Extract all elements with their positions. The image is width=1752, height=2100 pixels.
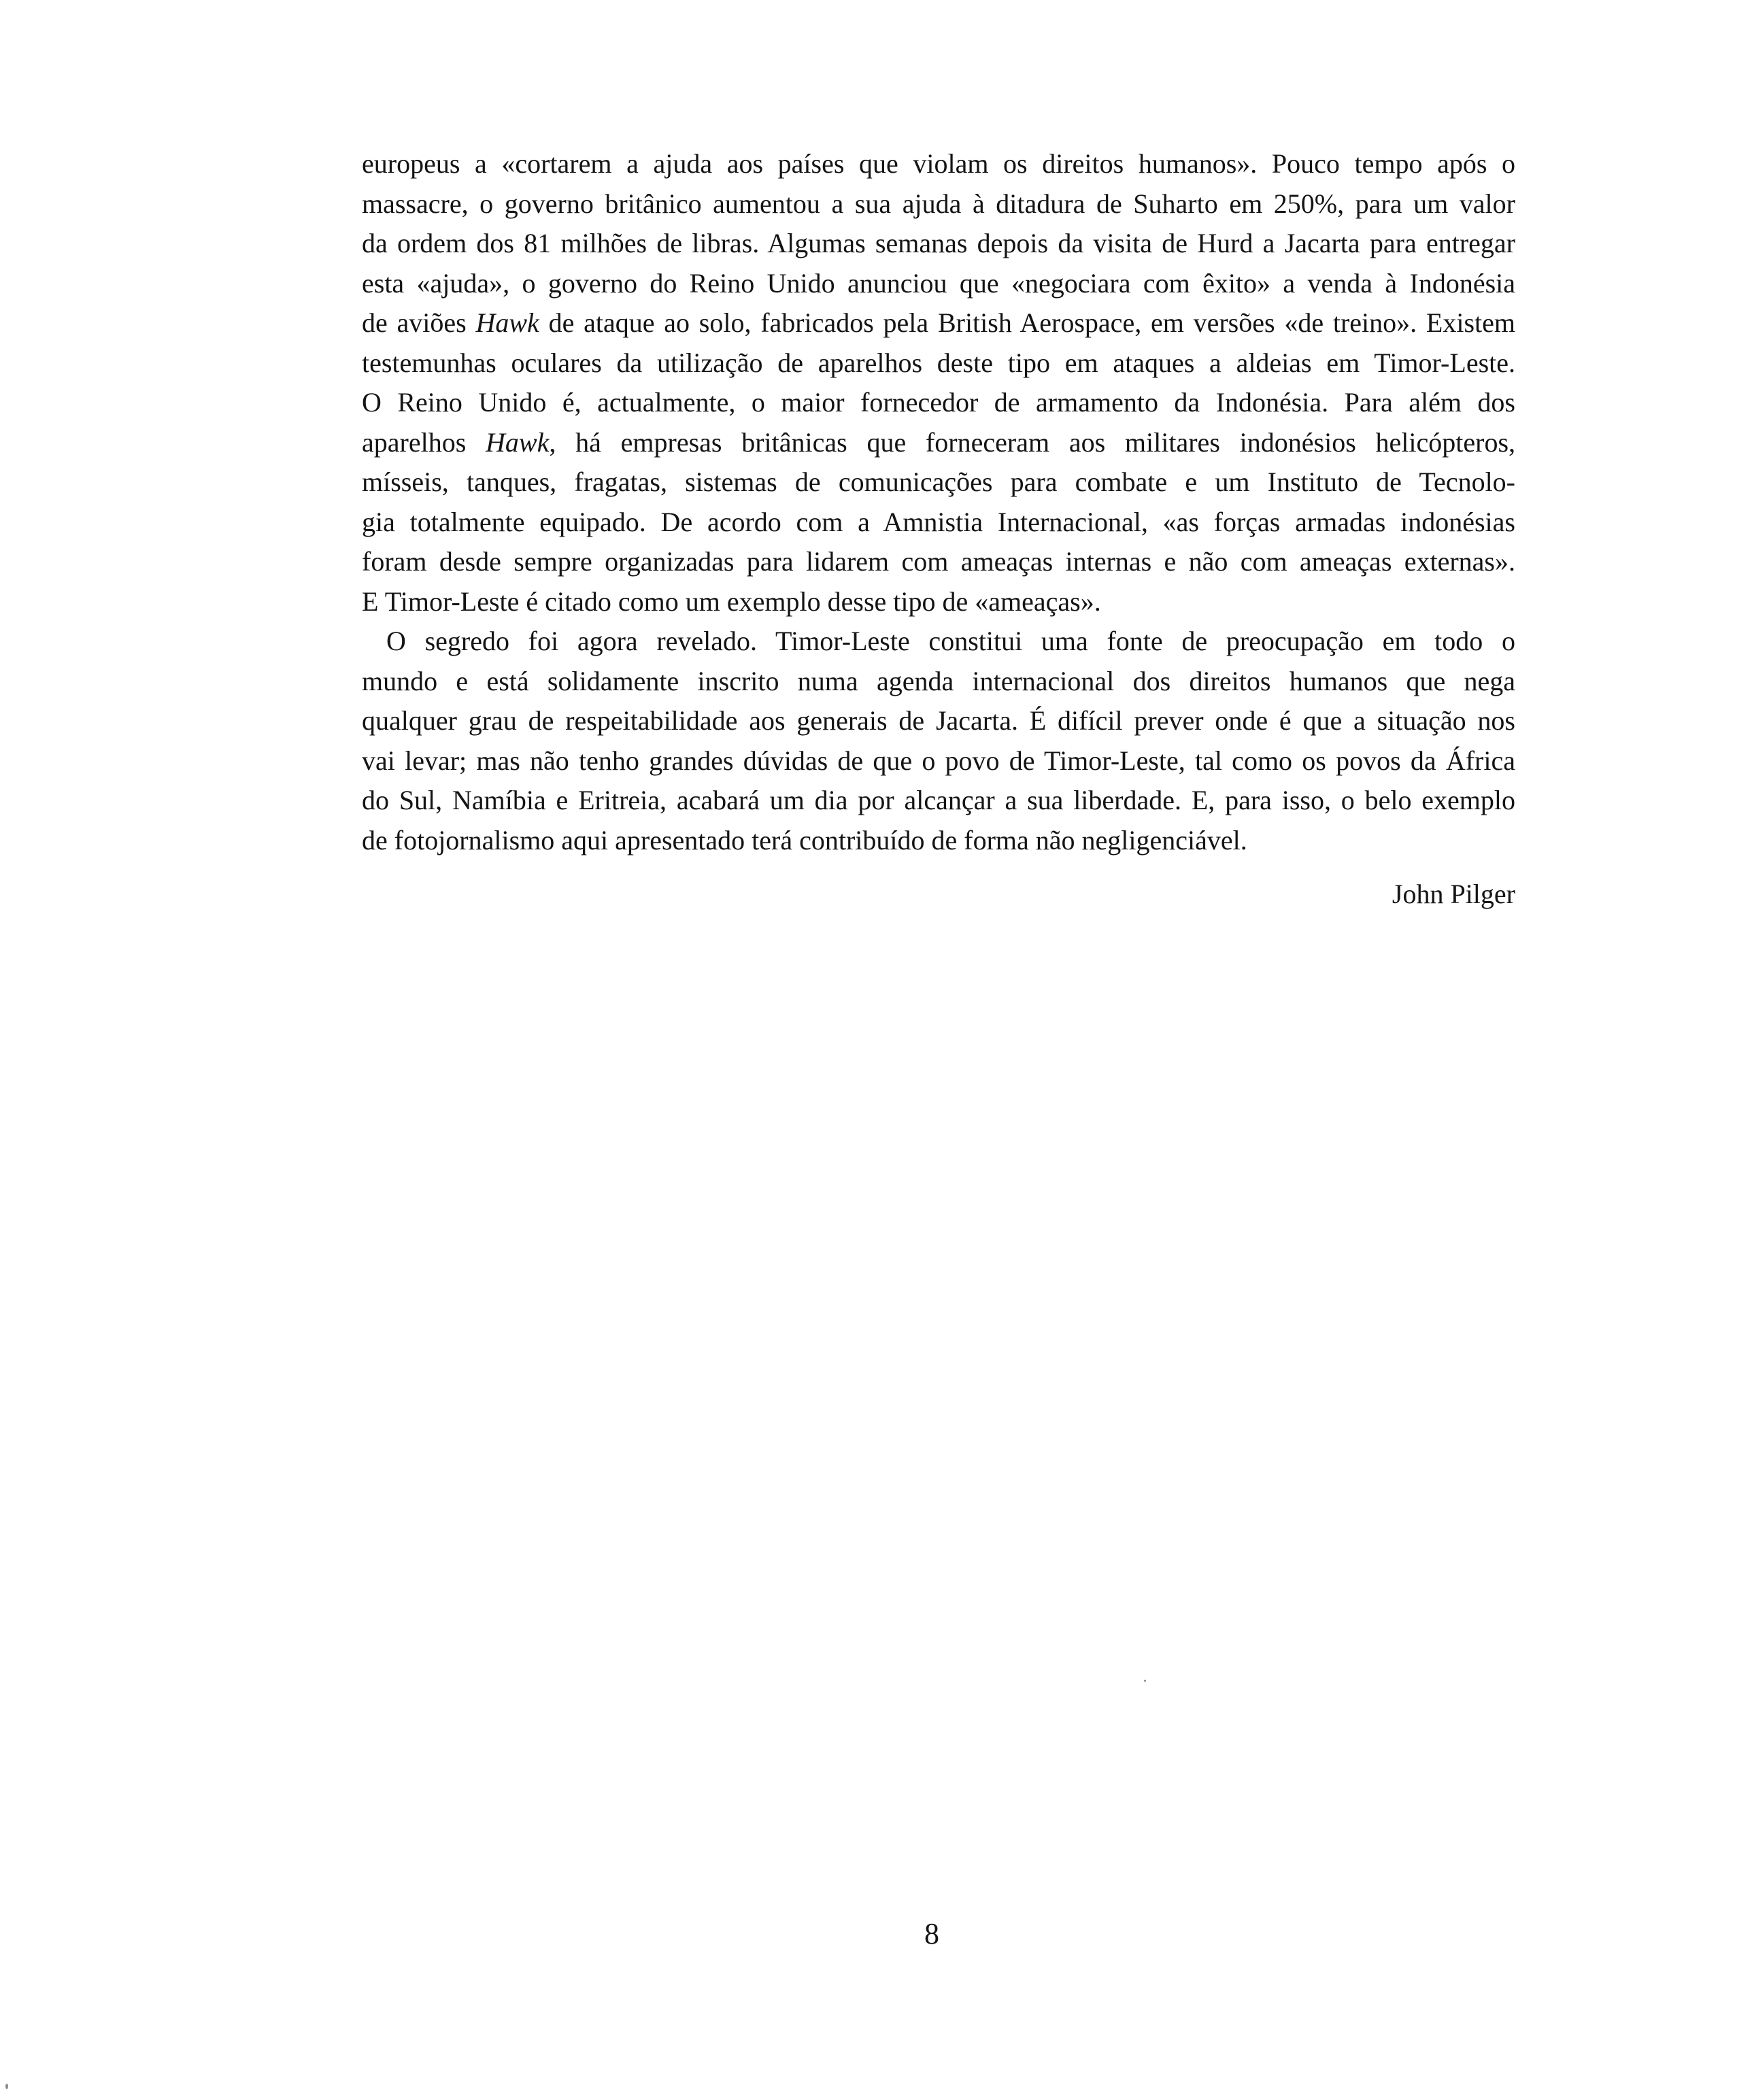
scan-speck <box>1144 1680 1146 1682</box>
text-line: mísseis, tanques, fragatas, sistemas de comunicações para combate e um Instituto de Tecnolo- <box>362 467 1515 497</box>
text-line: europeus a «cortarem a ajuda aos países que violam os direitos humanos». Pouco tempo após o <box>362 148 1515 179</box>
paragraph-1 <box>362 144 1515 622</box>
text-line: massacre, o governo britânico aumentou a sua ajuda à ditadura de Suharto em 250%, para um valor <box>362 188 1515 219</box>
paragraph-2 <box>362 622 1515 860</box>
text-run: aparelhos <box>362 426 486 458</box>
text-line: foram desde sempre organizadas para lidarem com ameaças internas e não com ameaças externas». <box>362 546 1515 577</box>
scan-speck <box>5 2084 8 2089</box>
text-line: de fotojornalismo aqui apresentado terá contribuído de forma não negligenciável. <box>362 824 1247 856</box>
text-run: de ataque ao solo, fabricados pela British Aerospace, em versões «de treino». Existem <box>539 307 1515 338</box>
text-line: testemunhas oculares da utilização de aparelhos deste tipo em ataques a aldeias em Timor-Leste. <box>362 347 1515 378</box>
text-line: qualquer grau de respeitabilidade aos generais de Jacarta. É difícil prever onde é que a situação nos <box>362 705 1515 736</box>
text-line: do Sul, Namíbia e Eritreia, acabará um dia por alcançar a sua liberdade. E, para isso, o belo exemplo <box>362 785 1515 815</box>
text-run: de aviões <box>362 307 476 338</box>
aircraft-name-italic: Hawk <box>486 426 550 458</box>
text-line: O Reino Unido é, actualmente, o maior fornecedor de armamento da Indonésia. Para além dos <box>362 387 1515 418</box>
text-line: vai levar; mas não tenho grandes dúvidas de que o povo de Timor-Leste, tal como os povos da África <box>362 745 1515 776</box>
text-run: , há empresas britânicas que forneceram aos militares indonésios helicópteros, <box>549 426 1516 458</box>
text-line: gia totalmente equipado. De acordo com a Amnistia Internacional, «as forças armadas indonésias <box>362 506 1515 537</box>
page-number: 8 <box>924 1917 939 1950</box>
author-signature: John Pilger <box>1392 879 1515 909</box>
text-line: esta «ajuda», o governo do Reino Unido anunciou que «negociara com êxito» a venda à Indonésia <box>362 267 1515 299</box>
text-line: O segredo foi agora revelado. Timor-Leste constitui uma fonte de preocupação em todo o <box>386 626 1515 656</box>
text-line: da ordem dos 81 milhões de libras. Algumas semanas depois da visita de Hurd a Jacarta para entregar <box>362 228 1515 258</box>
text-line: mundo e está solidamente inscrito numa agenda internacional dos direitos humanos que nega <box>362 665 1515 696</box>
body-text <box>362 144 1515 860</box>
aircraft-name-italic: Hawk <box>475 307 539 338</box>
text-line <box>362 423 1515 463</box>
text-line <box>362 303 1515 343</box>
text-line: E Timor-Leste é citado como um exemplo desse tipo de «ameaças». <box>362 586 1101 617</box>
